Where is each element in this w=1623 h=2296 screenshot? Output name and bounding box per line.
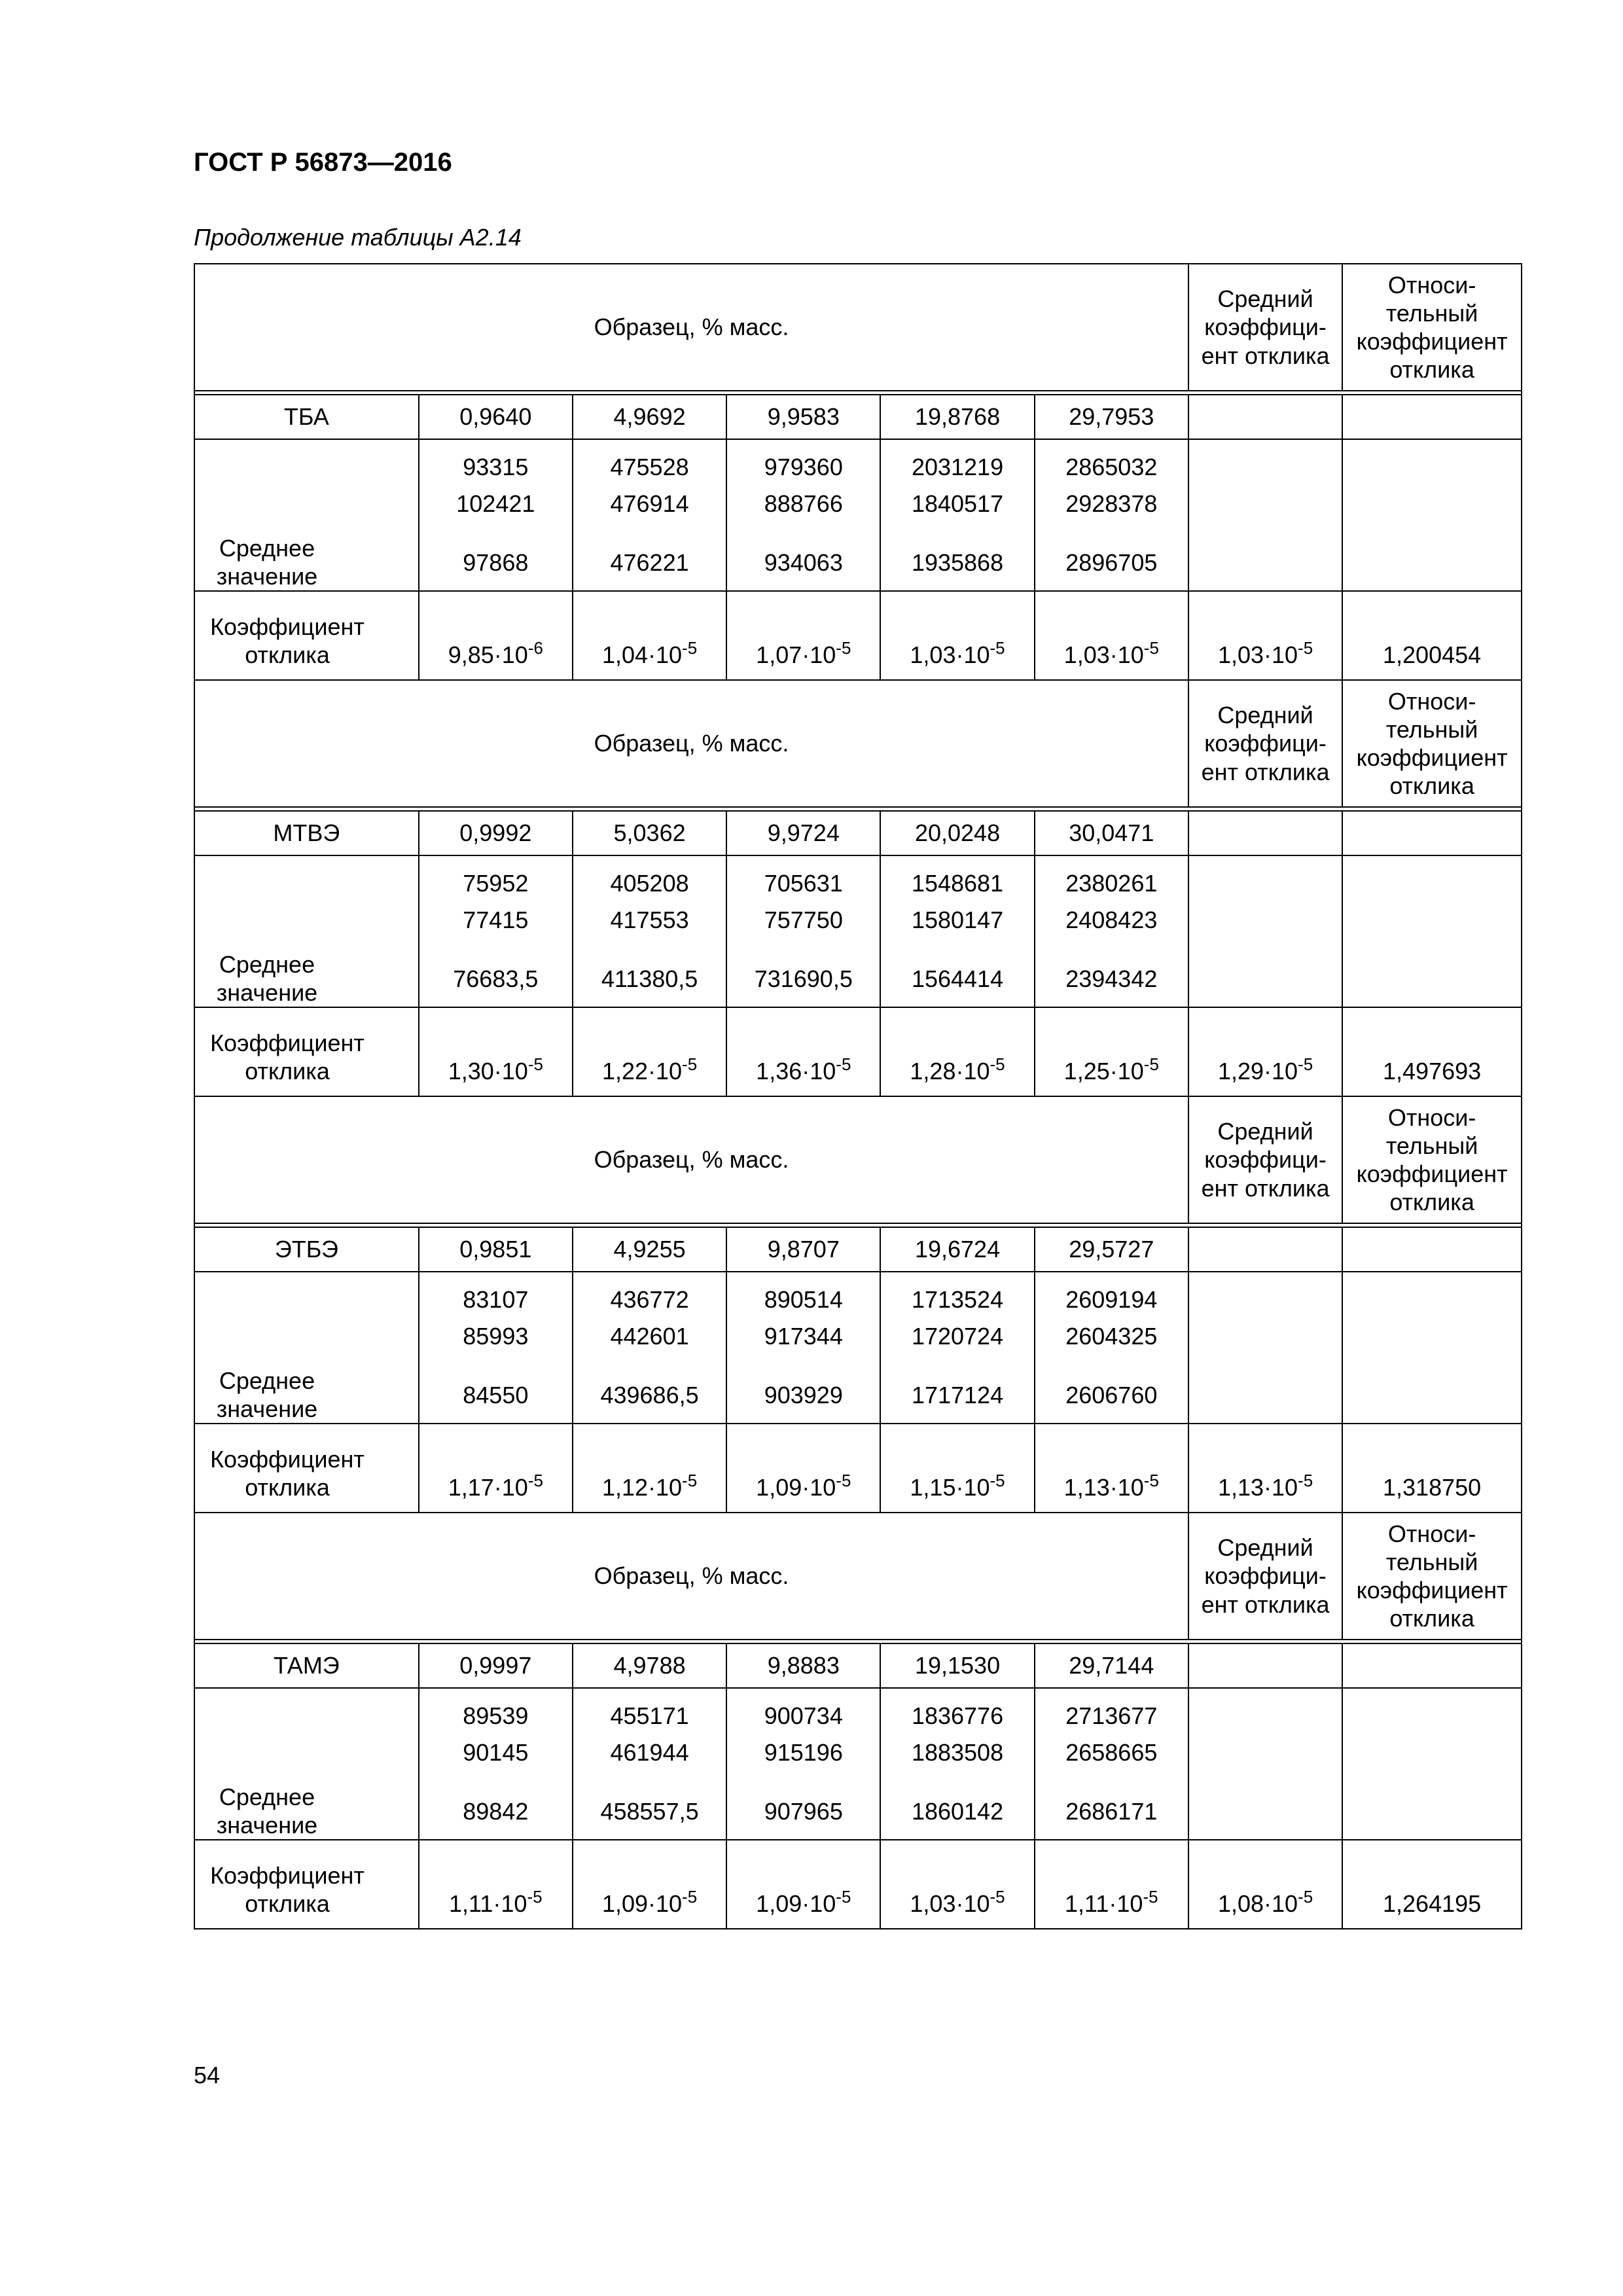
peak-area-1: 2031219 <box>911 454 1004 480</box>
sample-concentration: 9,9583 <box>726 395 880 439</box>
coefficient-exponent: -5 <box>1298 1886 1313 1907</box>
peak-area-2: 1580147 <box>911 906 1004 933</box>
coefficient-label-text: Коэффициент отклика <box>210 1029 365 1085</box>
response-coefficient <box>880 1007 1034 1096</box>
coefficient-mantissa: 1,11·10 <box>449 1890 527 1917</box>
coefficient-exponent: -5 <box>990 1886 1005 1907</box>
empty-cell <box>1342 395 1522 439</box>
peak-area-2: 442601 <box>610 1323 689 1350</box>
response-coefficient <box>880 591 1034 680</box>
sample-concentration: 20,0248 <box>880 811 1034 855</box>
empty-cell <box>1188 811 1342 855</box>
substance-name: ТАМЭ <box>194 1643 419 1688</box>
coefficient-exponent: -5 <box>1298 637 1313 658</box>
mean-label-text: Среднее значение <box>216 534 318 590</box>
mean-value: 1564414 <box>911 965 1004 992</box>
coefficient-mantissa: 1,13·10 <box>1217 1473 1298 1501</box>
sample-header: Образец, % масс. <box>194 680 1188 807</box>
empty-cell <box>1188 855 1342 1007</box>
avg-response-coefficient <box>1188 1840 1342 1929</box>
coefficient-mantissa: 1,22·10 <box>601 1057 683 1085</box>
relative-response-coefficient: 1,200454 <box>1342 591 1522 680</box>
peak-area-2: 2408423 <box>1065 906 1158 933</box>
measurement-cell <box>573 1272 726 1424</box>
mean-value: 1935868 <box>911 549 1004 576</box>
mean-value: 476221 <box>610 549 689 576</box>
coefficient-mantissa: 1,12·10 <box>601 1473 683 1501</box>
measurement-cell <box>573 439 726 591</box>
mean-value: 97868 <box>463 549 529 576</box>
peak-area-2: 888766 <box>764 490 843 517</box>
sample-concentration: 19,8768 <box>880 395 1034 439</box>
peak-area-2: 417553 <box>610 906 689 933</box>
coefficient-exponent: -5 <box>836 637 851 658</box>
response-coefficient <box>419 1424 573 1513</box>
peak-area-1: 436772 <box>610 1286 689 1313</box>
coefficient-mantissa: 1,30·10 <box>448 1057 528 1085</box>
peak-area-1: 2713677 <box>1065 1702 1158 1729</box>
mean-value: 2394342 <box>1065 965 1158 992</box>
rel-coef-header: Относи- тельный коэффициент отклика <box>1342 1096 1522 1223</box>
measurement-cell <box>1035 1688 1188 1840</box>
sample-concentration: 0,9992 <box>419 811 573 855</box>
coefficient-mantissa: 1,03·10 <box>910 1890 990 1917</box>
mean-value: 731690,5 <box>754 965 853 992</box>
rel-coef-header: Относи- тельный коэффициент отклика <box>1342 1513 1522 1640</box>
measurement-cell <box>726 439 880 591</box>
sample-concentration: 29,7144 <box>1035 1643 1188 1688</box>
measurement-cell <box>1035 1272 1188 1424</box>
coefficient-label <box>194 1424 419 1513</box>
peak-area-1: 405208 <box>610 870 689 897</box>
empty-cell <box>1342 811 1522 855</box>
measurement-cell <box>419 855 573 1007</box>
mean-value: 2606760 <box>1065 1382 1158 1408</box>
sample-concentration: 29,7953 <box>1035 395 1188 439</box>
peak-area-2: 917344 <box>764 1323 843 1350</box>
peak-area-2: 1840517 <box>911 490 1004 517</box>
empty-cell <box>1342 1227 1522 1272</box>
avg-coef-header: Средний коэффици- ент отклика <box>1188 264 1342 391</box>
sample-concentration: 19,6724 <box>880 1227 1034 1272</box>
measurement-cell <box>880 855 1034 1007</box>
mean-value: 76683,5 <box>453 965 539 992</box>
coefficient-exponent: -5 <box>990 637 1005 658</box>
peak-area-2: 77415 <box>463 906 529 933</box>
substance-name: ЭТБЭ <box>194 1227 419 1272</box>
mean-value: 1717124 <box>911 1382 1004 1408</box>
table-row <box>194 591 1522 680</box>
coefficient-label <box>194 591 419 680</box>
response-coefficient <box>419 591 573 680</box>
empty-cell <box>1188 1272 1342 1424</box>
response-coefficient <box>726 1840 880 1929</box>
peak-area-1: 2865032 <box>1065 454 1158 480</box>
sample-header: Образец, % масс. <box>194 1096 1188 1223</box>
mean-label-text: Среднее значение <box>216 1783 318 1839</box>
peak-area-1: 2609194 <box>1065 1286 1158 1313</box>
sample-concentration: 29,5727 <box>1035 1227 1188 1272</box>
sample-concentration: 0,9851 <box>419 1227 573 1272</box>
sample-concentration: 5,0362 <box>573 811 726 855</box>
peak-area-2: 461944 <box>610 1739 689 1766</box>
coefficient-exponent: -5 <box>682 1470 698 1490</box>
response-coefficient <box>573 1840 726 1929</box>
coefficient-exponent: -5 <box>682 637 698 658</box>
peak-area-1: 93315 <box>463 454 529 480</box>
mean-value: 84550 <box>463 1382 529 1408</box>
peak-area-1: 890514 <box>764 1286 843 1313</box>
mean-label-text: Среднее значение <box>216 950 318 1006</box>
peak-area-1: 475528 <box>610 454 689 480</box>
coefficient-mantissa: 1,03·10 <box>1217 641 1298 668</box>
sample-concentration: 9,9724 <box>726 811 880 855</box>
table-row <box>194 1643 1522 1688</box>
coefficient-exponent: -5 <box>1143 1054 1159 1074</box>
peak-area-1: 2380261 <box>1065 870 1158 897</box>
mean-label <box>194 439 419 591</box>
sample-concentration: 4,9255 <box>573 1227 726 1272</box>
peak-area-2: 476914 <box>610 490 689 517</box>
avg-response-coefficient <box>1188 1007 1342 1096</box>
table-row <box>194 811 1522 855</box>
mean-label <box>194 1272 419 1424</box>
table-caption: Продолжение таблицы А2.14 <box>194 224 522 251</box>
table-row <box>194 855 1522 1007</box>
empty-cell <box>1342 439 1522 591</box>
table-row <box>194 395 1522 439</box>
empty-cell <box>1188 1688 1342 1840</box>
measurement-cell <box>726 1688 880 1840</box>
response-coefficient-table <box>194 263 1522 1929</box>
peak-area-2: 915196 <box>764 1739 843 1766</box>
mean-value: 458557,5 <box>600 1798 699 1825</box>
coefficient-exponent: -6 <box>527 637 543 658</box>
table-header-row <box>194 264 1522 391</box>
document-header: ГОСТ Р 56873—2016 <box>194 148 452 177</box>
coefficient-exponent: -5 <box>990 1054 1005 1074</box>
coefficient-exponent: -5 <box>682 1886 698 1907</box>
coefficient-exponent: -5 <box>527 1886 543 1907</box>
peak-area-2: 2658665 <box>1065 1739 1158 1766</box>
coefficient-mantissa: 1,36·10 <box>756 1057 836 1085</box>
measurement-cell <box>726 855 880 1007</box>
peak-area-2: 2928378 <box>1065 490 1158 517</box>
measurement-cell <box>880 1272 1034 1424</box>
empty-cell <box>1342 1688 1522 1840</box>
coefficient-mantissa: 1,11·10 <box>1065 1890 1143 1917</box>
sample-concentration: 30,0471 <box>1035 811 1188 855</box>
measurement-cell <box>1035 439 1188 591</box>
mean-label-text: Среднее значение <box>216 1367 318 1422</box>
avg-coef-header: Средний коэффици- ент отклика <box>1188 1096 1342 1223</box>
coefficient-mantissa: 9,85·10 <box>448 641 528 668</box>
mean-value: 2896705 <box>1065 549 1158 576</box>
relative-response-coefficient: 1,264195 <box>1342 1840 1522 1929</box>
response-coefficient <box>726 1424 880 1513</box>
avg-response-coefficient <box>1188 591 1342 680</box>
table-row <box>194 1272 1522 1424</box>
avg-coef-header: Средний коэффици- ент отклика <box>1188 680 1342 807</box>
measurement-cell <box>880 439 1034 591</box>
sample-concentration: 19,1530 <box>880 1643 1034 1688</box>
coefficient-mantissa: 1,09·10 <box>756 1890 836 1917</box>
rel-coef-header: Относи- тельный коэффициент отклика <box>1342 264 1522 391</box>
peak-area-1: 1836776 <box>911 1702 1004 1729</box>
sample-concentration: 0,9640 <box>419 395 573 439</box>
peak-area-1: 75952 <box>463 870 529 897</box>
response-coefficient <box>880 1424 1034 1513</box>
coefficient-exponent: -5 <box>1143 1886 1158 1907</box>
table-row <box>194 1688 1522 1840</box>
table-row <box>194 1007 1522 1096</box>
coefficient-mantissa: 1,29·10 <box>1217 1057 1298 1085</box>
table-row <box>194 1227 1522 1272</box>
mean-label <box>194 1688 419 1840</box>
coefficient-mantissa: 1,15·10 <box>910 1473 990 1501</box>
table-header-row <box>194 680 1522 807</box>
page-number: 54 <box>194 2062 221 2089</box>
coefficient-mantissa: 1,04·10 <box>601 641 683 668</box>
table-header-row <box>194 1096 1522 1223</box>
empty-cell <box>1188 1643 1342 1688</box>
coefficient-label-text: Коэффициент отклика <box>210 1861 365 1917</box>
empty-cell <box>1342 1643 1522 1688</box>
measurement-cell <box>880 1688 1034 1840</box>
mean-value: 89842 <box>463 1798 529 1825</box>
sample-concentration: 4,9788 <box>573 1643 726 1688</box>
table-row <box>194 1840 1522 1929</box>
peak-area-1: 455171 <box>610 1702 689 1729</box>
relative-response-coefficient: 1,497693 <box>1342 1007 1522 1096</box>
mean-value: 907965 <box>764 1798 843 1825</box>
sample-concentration: 0,9997 <box>419 1643 573 1688</box>
coefficient-mantissa: 1,08·10 <box>1217 1890 1298 1917</box>
substance-name: ТБА <box>194 395 419 439</box>
peak-area-1: 89539 <box>463 1702 529 1729</box>
table-header-row <box>194 1513 1522 1640</box>
coefficient-exponent: -5 <box>682 1054 698 1074</box>
measurement-cell <box>419 1272 573 1424</box>
peak-area-1: 1713524 <box>911 1286 1004 1313</box>
response-coefficient <box>1035 1424 1188 1513</box>
response-coefficient <box>573 1007 726 1096</box>
empty-cell <box>1188 1227 1342 1272</box>
response-coefficient <box>880 1840 1034 1929</box>
coefficient-mantissa: 1,17·10 <box>448 1473 528 1501</box>
response-coefficient <box>573 591 726 680</box>
response-coefficient <box>1035 591 1188 680</box>
coefficient-exponent: -5 <box>836 1886 851 1907</box>
coefficient-exponent: -5 <box>1298 1054 1313 1074</box>
peak-area-1: 1548681 <box>911 870 1004 897</box>
coefficient-mantissa: 1,09·10 <box>601 1890 683 1917</box>
relative-response-coefficient: 1,318750 <box>1342 1424 1522 1513</box>
coefficient-label-text: Коэффициент отклика <box>210 1445 365 1501</box>
coefficient-label <box>194 1840 419 1929</box>
response-coefficient <box>726 591 880 680</box>
coefficient-mantissa: 1,07·10 <box>756 641 836 668</box>
response-coefficient <box>573 1424 726 1513</box>
peak-area-1: 705631 <box>764 870 843 897</box>
coefficient-exponent: -5 <box>527 1054 543 1074</box>
coefficient-exponent: -5 <box>836 1054 851 1074</box>
response-coefficient <box>1035 1840 1188 1929</box>
coefficient-label <box>194 1007 419 1096</box>
measurement-cell <box>419 439 573 591</box>
coefficient-mantissa: 1,03·10 <box>1063 641 1144 668</box>
coefficient-exponent: -5 <box>836 1470 851 1490</box>
measurement-cell <box>726 1272 880 1424</box>
empty-cell <box>1342 855 1522 1007</box>
measurement-cell <box>573 1688 726 1840</box>
rel-coef-header: Относи- тельный коэффициент отклика <box>1342 680 1522 807</box>
measurement-cell <box>573 855 726 1007</box>
response-coefficient <box>419 1007 573 1096</box>
coefficient-mantissa: 1,13·10 <box>1063 1473 1144 1501</box>
coefficient-exponent: -5 <box>1143 1470 1159 1490</box>
mean-value: 903929 <box>764 1382 843 1408</box>
peak-area-2: 2604325 <box>1065 1323 1158 1350</box>
peak-area-1: 83107 <box>463 1286 529 1313</box>
avg-response-coefficient <box>1188 1424 1342 1513</box>
coefficient-exponent: -5 <box>1298 1470 1313 1490</box>
coefficient-exponent: -5 <box>990 1470 1005 1490</box>
sample-header: Образец, % масс. <box>194 264 1188 391</box>
table-row <box>194 1424 1522 1513</box>
peak-area-2: 85993 <box>463 1323 529 1350</box>
coefficient-mantissa: 1,09·10 <box>756 1473 836 1501</box>
response-coefficient <box>419 1840 573 1929</box>
coefficient-mantissa: 1,28·10 <box>910 1057 990 1085</box>
response-coefficient <box>726 1007 880 1096</box>
table-row <box>194 439 1522 591</box>
coefficient-mantissa: 1,25·10 <box>1063 1057 1144 1085</box>
peak-area-1: 900734 <box>764 1702 843 1729</box>
mean-value: 439686,5 <box>600 1382 699 1408</box>
coefficient-exponent: -5 <box>1143 637 1159 658</box>
coefficient-label-text: Коэффициент отклика <box>210 613 365 668</box>
coefficient-exponent: -5 <box>527 1470 543 1490</box>
avg-coef-header: Средний коэффици- ент отклика <box>1188 1513 1342 1640</box>
empty-cell <box>1342 1272 1522 1424</box>
mean-value: 411380,5 <box>601 965 698 992</box>
measurement-cell <box>419 1688 573 1840</box>
peak-area-2: 1720724 <box>911 1323 1004 1350</box>
sample-concentration: 9,8883 <box>726 1643 880 1688</box>
substance-name: МТВЭ <box>194 811 419 855</box>
sample-header: Образец, % масс. <box>194 1513 1188 1640</box>
peak-area-1: 979360 <box>764 454 843 480</box>
coefficient-mantissa: 1,03·10 <box>910 641 990 668</box>
peak-area-2: 757750 <box>764 906 843 933</box>
measurement-cell <box>1035 855 1188 1007</box>
mean-label <box>194 855 419 1007</box>
sample-concentration: 9,8707 <box>726 1227 880 1272</box>
empty-cell <box>1188 395 1342 439</box>
mean-value: 934063 <box>764 549 843 576</box>
peak-area-2: 102421 <box>456 490 535 517</box>
peak-area-2: 1883508 <box>911 1739 1004 1766</box>
response-coefficient <box>1035 1007 1188 1096</box>
sample-concentration: 4,9692 <box>573 395 726 439</box>
mean-value: 2686171 <box>1065 1798 1158 1825</box>
peak-area-2: 90145 <box>463 1739 529 1766</box>
mean-value: 1860142 <box>911 1798 1004 1825</box>
empty-cell <box>1188 439 1342 591</box>
